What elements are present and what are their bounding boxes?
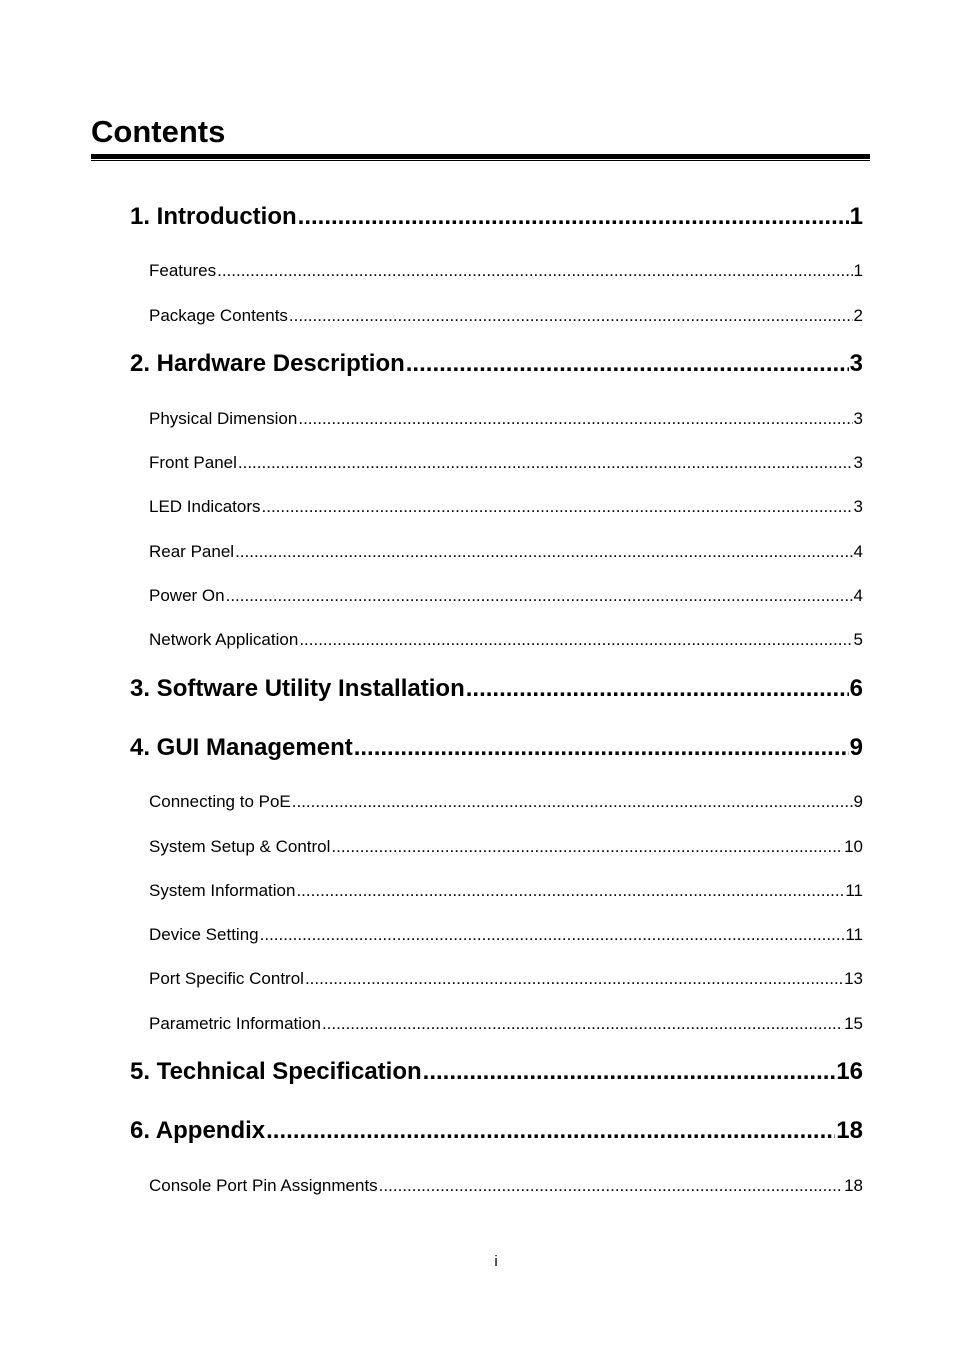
- toc-label: Console Port Pin Assignments: [149, 1176, 378, 1195]
- toc-chapter-technical-specification[interactable]: [130, 1056, 863, 1088]
- toc-section-rear-panel[interactable]: [149, 541, 863, 563]
- toc-leader-dots: [354, 732, 849, 764]
- toc-page-number: 11: [845, 881, 863, 900]
- toc-leader-dots: [423, 1056, 836, 1088]
- toc-page-number: 4: [853, 542, 863, 561]
- toc-page-number: 18: [836, 1117, 863, 1144]
- toc-section-connecting-to-poe[interactable]: [149, 791, 863, 813]
- toc-section-console-port-pin-assignments[interactable]: [149, 1175, 863, 1197]
- toc-page-number: 5: [853, 630, 863, 649]
- toc-section-power-on[interactable]: [149, 585, 863, 607]
- toc-leader-dots: [296, 880, 844, 902]
- toc-label: 1. Introduction: [130, 203, 297, 230]
- toc-label: System Information: [149, 881, 296, 900]
- toc-label: Rear Panel: [149, 542, 235, 561]
- toc-chapter-introduction[interactable]: [130, 201, 863, 233]
- page-title: Contents: [91, 114, 226, 149]
- toc-chapter-appendix[interactable]: [130, 1115, 863, 1147]
- toc-page-number: 9: [853, 792, 863, 811]
- toc-section-features[interactable]: [149, 260, 863, 282]
- toc-leader-dots: [298, 201, 849, 233]
- toc-leader-dots: [262, 496, 853, 518]
- toc-page-number: 9: [849, 734, 863, 761]
- toc-page-number: 3: [853, 453, 863, 472]
- toc-page-number: 1: [849, 203, 863, 230]
- toc-label: 4. GUI Management: [130, 734, 353, 761]
- toc-label: 2. Hardware Description: [130, 350, 405, 377]
- toc-leader-dots: [466, 673, 849, 705]
- toc-chapter-software-utility-installation[interactable]: [130, 673, 863, 705]
- toc-section-device-setting[interactable]: [149, 924, 863, 946]
- toc-section-network-application[interactable]: [149, 629, 863, 651]
- toc-page-number: 3: [853, 497, 863, 516]
- title-rule-thick: [91, 154, 870, 159]
- footer-page-number: i: [494, 1253, 498, 1270]
- toc-leader-dots: [305, 968, 843, 990]
- toc-label: Connecting to PoE: [149, 792, 291, 811]
- toc-section-led-indicators[interactable]: [149, 496, 863, 518]
- toc-label: Package Contents: [149, 306, 288, 325]
- toc-page-number: 10: [844, 837, 863, 856]
- toc-page-number: 2: [853, 306, 863, 325]
- toc-label: 6. Appendix: [130, 1117, 266, 1144]
- toc-label: Front Panel: [149, 453, 237, 472]
- toc-page-number: 18: [844, 1176, 863, 1195]
- toc-label: System Setup & Control: [149, 837, 331, 856]
- toc-label: 3. Software Utility Installation: [130, 675, 465, 702]
- toc-label: Power On: [149, 586, 225, 605]
- toc-label: LED Indicators: [149, 497, 261, 516]
- toc-leader-dots: [238, 452, 853, 474]
- toc-page-number: 6: [849, 675, 863, 702]
- title-rule-thin: [91, 160, 870, 161]
- toc-leader-dots: [266, 1115, 835, 1147]
- toc-leader-dots: [298, 408, 852, 430]
- toc-leader-dots: [260, 924, 845, 946]
- toc-label: Network Application: [149, 630, 299, 649]
- toc-section-parametric-information[interactable]: [149, 1013, 863, 1035]
- toc-page-number: 16: [836, 1058, 863, 1085]
- toc-page-number: 15: [844, 1014, 863, 1033]
- toc-section-front-panel[interactable]: [149, 452, 863, 474]
- toc-page-number: 11: [845, 925, 863, 944]
- toc-section-system-setup-control[interactable]: [149, 836, 863, 858]
- toc-label: Device Setting: [149, 925, 259, 944]
- toc-leader-dots: [226, 585, 853, 607]
- toc-leader-dots: [292, 791, 853, 813]
- toc-section-system-information[interactable]: [149, 880, 863, 902]
- toc-label: Features: [149, 261, 217, 280]
- toc-leader-dots: [217, 260, 852, 282]
- toc-section-port-specific-control[interactable]: [149, 968, 863, 990]
- toc-chapter-gui-management[interactable]: [130, 732, 863, 764]
- toc-leader-dots: [289, 305, 853, 327]
- toc-label: Parametric Information: [149, 1014, 321, 1033]
- toc-label: Physical Dimension: [149, 409, 298, 428]
- toc-page-number: 13: [844, 969, 863, 988]
- toc-page-number: 4: [853, 586, 863, 605]
- toc-section-package-contents[interactable]: [149, 305, 863, 327]
- toc-leader-dots: [235, 541, 852, 563]
- toc-page-number: 1: [853, 261, 863, 280]
- toc-leader-dots: [322, 1013, 843, 1035]
- toc-page-number: 3: [849, 350, 863, 377]
- toc-chapter-hardware-description[interactable]: [130, 348, 863, 380]
- toc-label: 5. Technical Specification: [130, 1058, 422, 1085]
- toc-leader-dots: [406, 348, 849, 380]
- toc-leader-dots: [299, 629, 852, 651]
- toc-label: Port Specific Control: [149, 969, 304, 988]
- toc-section-physical-dimension[interactable]: [149, 408, 863, 430]
- toc-page-number: 3: [853, 409, 863, 428]
- toc-leader-dots: [379, 1175, 843, 1197]
- toc-leader-dots: [331, 836, 843, 858]
